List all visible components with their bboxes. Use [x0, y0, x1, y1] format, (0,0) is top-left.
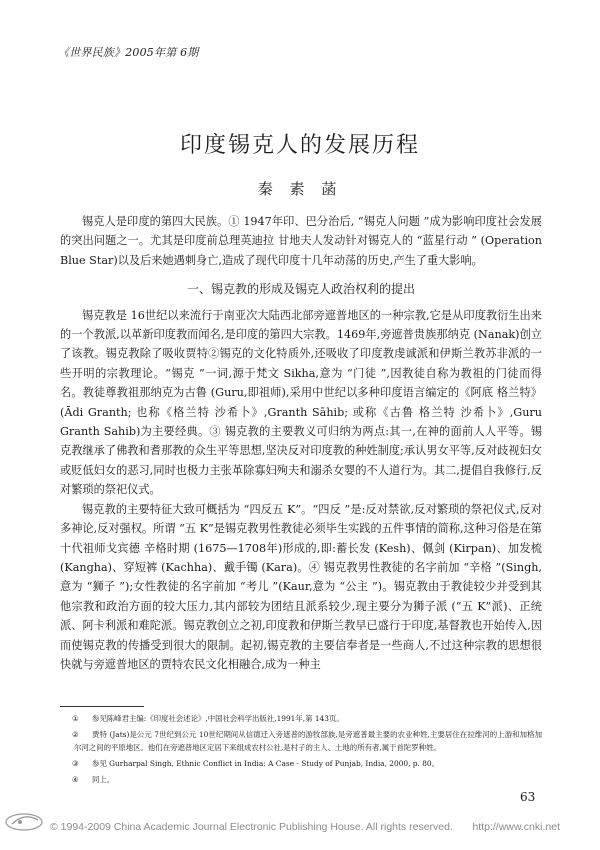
footnote-2	[60, 728, 542, 754]
footnote-text: 参见陈峰君主编:《印度社会述论》,中国社会科学出版社,1991年,第 143页。	[92, 714, 344, 723]
section-heading: 一、锡克教的形成及锡克人政治权利的提出	[186, 282, 415, 297]
journal-header: 《世界民族》2005年第 6期	[58, 46, 199, 59]
footnote-marker: ④	[72, 775, 79, 784]
footnote-3	[60, 757, 542, 770]
footnote-marker: ③	[72, 759, 79, 768]
intro-paragraph: 锡克人是印度的第四大民族。① 1947年印、巴分治后, “锡克人问题 ”成为影响印度社会发展的突出问题之一。尤其是印度前总理英迪拉 甘地夫人发动针对锡克人的 “蓝星行动 ” (Operation Blue Star)以及后来她遇刺身亡,造成了现代印度十几年动荡的历史,产生了重大影响。	[60, 215, 542, 267]
article-author: 秦 素 菡	[257, 180, 343, 198]
footnote-4	[60, 773, 542, 786]
footnote-text: 参见 Gurharpal Singh, Ethnic Conflict in India: A Case - Study of Punjab, India, 2000, p. 80。	[92, 759, 440, 768]
section-paragraph-1: 锡克教是 16世纪以来流行于南亚次大陆西北部旁遮普地区的一种宗教,它是从印度教衍生出来的一个教派,以革新印度教而闻名,是印度的第四大宗教。1469年,旁遮普贵族那纳克 (Nanak)创立了该教。锡克教除了吸收贾特②锡克的文化特质外,还吸收了印度教虔诚派和伊斯兰教苏非派的一些开明的宗教理论。“锡克 ”一词,源于梵文 Sikha,意为 “门徒 ”,因教徒自称为教祖的门徒而得名。教徒尊教祖那纳克为古鲁 (Guru,即祖师),采用中世纪以多种印度语言编定的《阿底 格兰特》(Ādi Granth; 也称《格兰特 沙希卜》,Granth Sāhib; 或称《古鲁 格兰特 沙希卜》,Guru Granth Sahib)为主要经典。③ 锡克教的主要教义可归纳为两点:其一,在神的面前人人平等。锡克教继承了佛教和耆那教的众生平等思想,坚决反对印度教的种姓制度;承认男女平等,反对歧视妇女或贬低妇女的恶习,同时也极力主张革除寡妇殉夫和溺杀女婴的不人道行为。其二,提倡自我修行,反对繁琐的祭祀仪式。	[60, 308, 542, 497]
footnote-marker: ②	[72, 730, 79, 739]
footnotes	[60, 712, 542, 789]
copyright-footer	[50, 821, 570, 833]
section-paragraph-2: 锡克教的主要特征大致可概括为 “四反五 K”。“四反 ”是:反对禁欲,反对繁琐的祭祀仪式,反对多神论,反对强权。所谓 “五 K”是锡克教男性教徒必须毕生实践的五件事情的简称,这种习俗是在第十代祖师戈宾德 辛格时期 (1675—1708年)形成的,即:蓄长发 (Kesh)、佩剑 (Kirpan)、加发梳 (Kangha)、穿短裤 (Kachha)、戴手镯 (Kara)。④ 锡克教男性教徒的名字前加 “辛格 ”(Singh,意为 “狮子 ”);女性教徒的名字前加 “考儿 ”(Kaur,意为 “公主 ”)。锡克教由于教徒较少并受到其他宗教和政治方面的较大压力,其内部较为团结且派系较少,现主要分为狮子派 (“五 K”派)、正统派、阿卡利派和难陀派。锡克教创立之初,印度教和伊斯兰教早已盛行于印度,基督教也开始传入,因而使锡克教的传播受到很大的限制。起初,锡克教的主要信奉者是一些商人,不过这种宗教的思想很快就与旁遮普地区的贾特农民文化相融合,成为一种主	[60, 502, 542, 671]
footnote-rule	[60, 706, 144, 707]
cnki-logo-icon	[0, 808, 50, 834]
footnote-1	[60, 712, 542, 725]
copyright-text: © 1994-2009 China Academic Journal Electronic Publishing House. All rights reserved.	[50, 821, 453, 833]
footnote-text: 同上。	[92, 775, 115, 784]
article-title: 印度锡克人的发展历程	[179, 133, 420, 158]
article-body	[60, 212, 542, 674]
cnki-url: http://www.cnki.net	[472, 821, 560, 833]
footnote-marker: ①	[72, 714, 79, 723]
page-number: 63	[520, 790, 536, 804]
footnote-text: 贾特 (Jats)是公元 7世纪到公元 10世纪期间从信德迁入旁遮普的游牧部族,是旁遮普最主要的农业种姓,主要居住在拉维河的上游和加格加尔河之间的平原地区。他们在旁遮普地区定居下来组成农村公社,是村子的主人、土地的所有者,属于首陀罗种姓。	[74, 730, 542, 752]
